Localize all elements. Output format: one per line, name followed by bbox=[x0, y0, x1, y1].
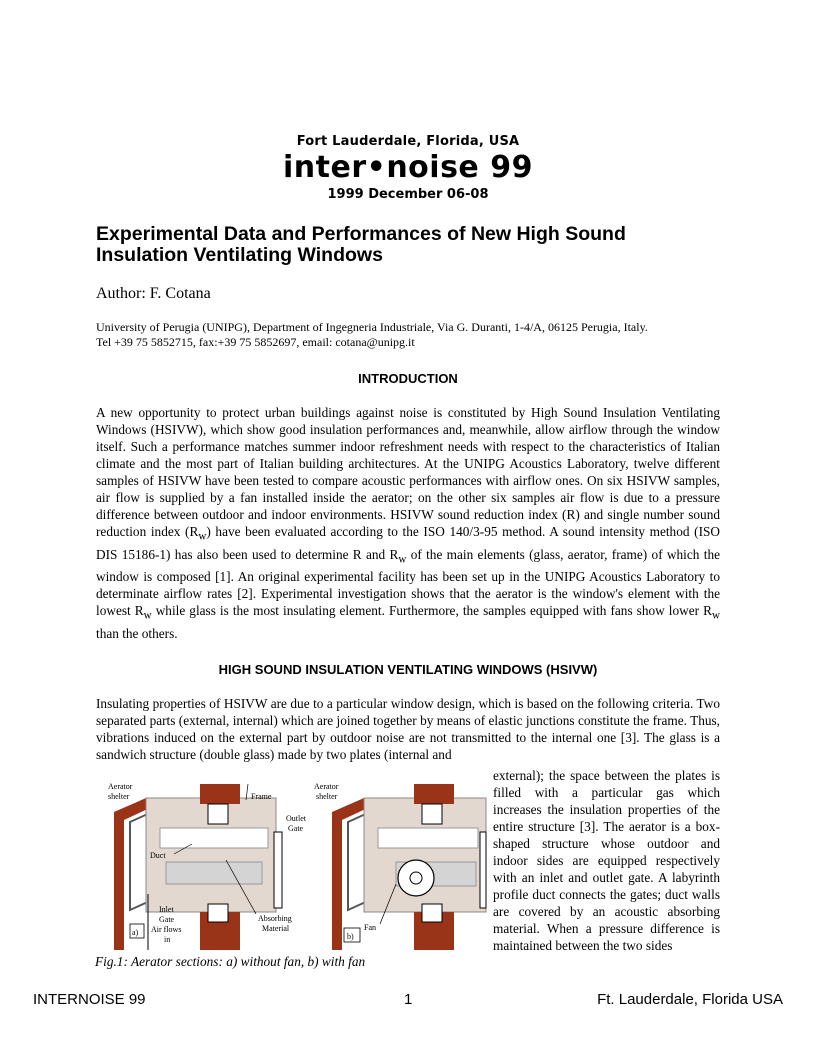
page-number: 1 bbox=[404, 991, 413, 1008]
rw-subscript: w bbox=[711, 609, 720, 622]
gate-box bbox=[208, 804, 228, 824]
affiliation-line-1: University of Perugia (UNIPG), Department of Ingegneria Industriale, Via G. Duranti, 1-4/A, 06125 Perugia, Italy. bbox=[96, 320, 648, 334]
intro-text-d: while glass is the most insulating element. Furthermore, the samples equipped with fans show lower R bbox=[151, 603, 712, 619]
label-fan: Fan bbox=[364, 923, 376, 932]
hsivw-side-paragraph: external); the space between the plates is filled with a particular gas which increases the insulation properties of the entire structure [3]. The aerator is a box-shaped structure whose outdoor and indoor sides are equipped respectively with an inlet and outlet gate. A labyrinth profile duct connects the gates; duct walls are covered by an acoustic absorbing material. When a pressure difference is maintained between the two sides bbox=[493, 768, 720, 953]
rw-subscript: w bbox=[198, 530, 207, 543]
intro-text-c: of the main elements (glass, aerator, frame) of which the window is composed [1]. An original experimental facility has been set up in the UNIPG Acoustics Laboratory to determinate airflow rates [2]. Experimental investigation shows that the aerator is the window's element with the lowest R bbox=[96, 546, 720, 619]
label-panel-a: a) bbox=[132, 928, 139, 937]
duct-channel bbox=[160, 828, 268, 848]
figure-caption: Fig.1: Aerator sections: a) without fan, b) with fan bbox=[95, 954, 366, 969]
label-outlet: Outlet bbox=[286, 814, 306, 823]
frame-top-block bbox=[414, 784, 454, 804]
outlet-gate-hatch bbox=[480, 832, 486, 908]
aerator-figure bbox=[96, 774, 488, 960]
conference-date: 1999 December 06-08 bbox=[327, 187, 489, 202]
gate-box bbox=[208, 904, 228, 922]
fan-hub bbox=[410, 872, 422, 884]
label-duct: Duct bbox=[150, 851, 166, 860]
label-gate: Gate bbox=[159, 915, 175, 924]
label-gate: Gate bbox=[288, 824, 304, 833]
label-shelter: shelter bbox=[316, 792, 338, 801]
label-aerator: Aerator bbox=[314, 782, 339, 791]
footer-right: Ft. Lauderdale, Florida USA bbox=[597, 991, 783, 1008]
paper-title: Experimental Data and Performances of New High Sound Insulation Ventilating Windows bbox=[96, 223, 626, 266]
section-heading-hsivw: HIGH SOUND INSULATION VENTILATING WINDOWS (HSIVW) bbox=[218, 662, 598, 677]
gate-box bbox=[422, 904, 442, 922]
hsivw-paragraph: Insulating properties of HSIVW are due to a particular window design, which is based on the following criteria. Two separated parts (external, internal) which are joined together by means of elastic junctions constitute the frame. Thus, vibrations induced on the external part by outdoor noise are not transmitted to the internal one [3]. The glass is a sandwich structure (double glass) made by two plates (internal and bbox=[96, 696, 720, 762]
conference-location: Fort Lauderdale, Florida, USA bbox=[296, 134, 520, 149]
affiliation-line-2: Tel +39 75 5852715, fax:+39 75 5852697, email: cotana@unipg.it bbox=[96, 335, 415, 349]
duct-channel bbox=[166, 862, 262, 884]
panel-a-diagram bbox=[108, 782, 307, 950]
label-inlet: Inlet bbox=[159, 905, 174, 914]
intro-text-b: ) have been evaluated according to the ISO 140/3-95 method. A sound intensity method (ISO DIS 15186-1) has also been used to determine R and R bbox=[96, 524, 720, 562]
intro-text-a: A new opportunity to protect urban buildings against noise is constituted by High Sound Insulation Ventilating Windows (HSIVW), which show good insulation performances and, meanwhile, allow airflow through the window itself. Such a performance matches summer indoor refreshment needs with respect to the characteristics of Italian climate and the most part of Italian building architectures. At the UNIPG Acoustics Laboratory, twelve different samples of HSIVW have been tested to compare acoustic performances with airflow ones. On six HSIVW samples, air flow is supplied by a fan installed inside the aerator; on the other six samples air flow is due to a pressure difference between outdoor and indoor environments. HSIVW sound reduction index (R) and single number sound reduction index (R bbox=[96, 405, 720, 539]
label-absorbing: Absorbing bbox=[258, 914, 292, 923]
label-panel-b: b) bbox=[347, 932, 354, 941]
conference-logo: inter•noise 99 bbox=[283, 150, 533, 185]
duct-channel bbox=[378, 828, 478, 848]
section-heading-introduction: INTRODUCTION bbox=[358, 371, 458, 386]
rw-subscript: w bbox=[143, 609, 152, 622]
outlet-gate-hatch bbox=[274, 832, 282, 908]
introduction-paragraph bbox=[96, 404, 720, 642]
paper-author: Author: F. Cotana bbox=[96, 285, 211, 302]
label-air-flows: Air flows bbox=[151, 925, 182, 934]
rw-subscript: w bbox=[398, 553, 407, 566]
label-aerator: Aerator bbox=[108, 782, 133, 791]
frame-top-block bbox=[200, 784, 240, 804]
gate-box bbox=[422, 804, 442, 824]
affiliation bbox=[96, 320, 736, 350]
label-frame: Frame bbox=[251, 792, 272, 801]
label-material: Material bbox=[262, 924, 290, 933]
label-in: in bbox=[164, 935, 171, 944]
intro-text-e: than the others. bbox=[96, 625, 178, 641]
label-shelter: shelter bbox=[108, 792, 130, 801]
panel-b-diagram bbox=[314, 782, 486, 950]
footer-left: INTERNOISE 99 bbox=[33, 991, 146, 1008]
